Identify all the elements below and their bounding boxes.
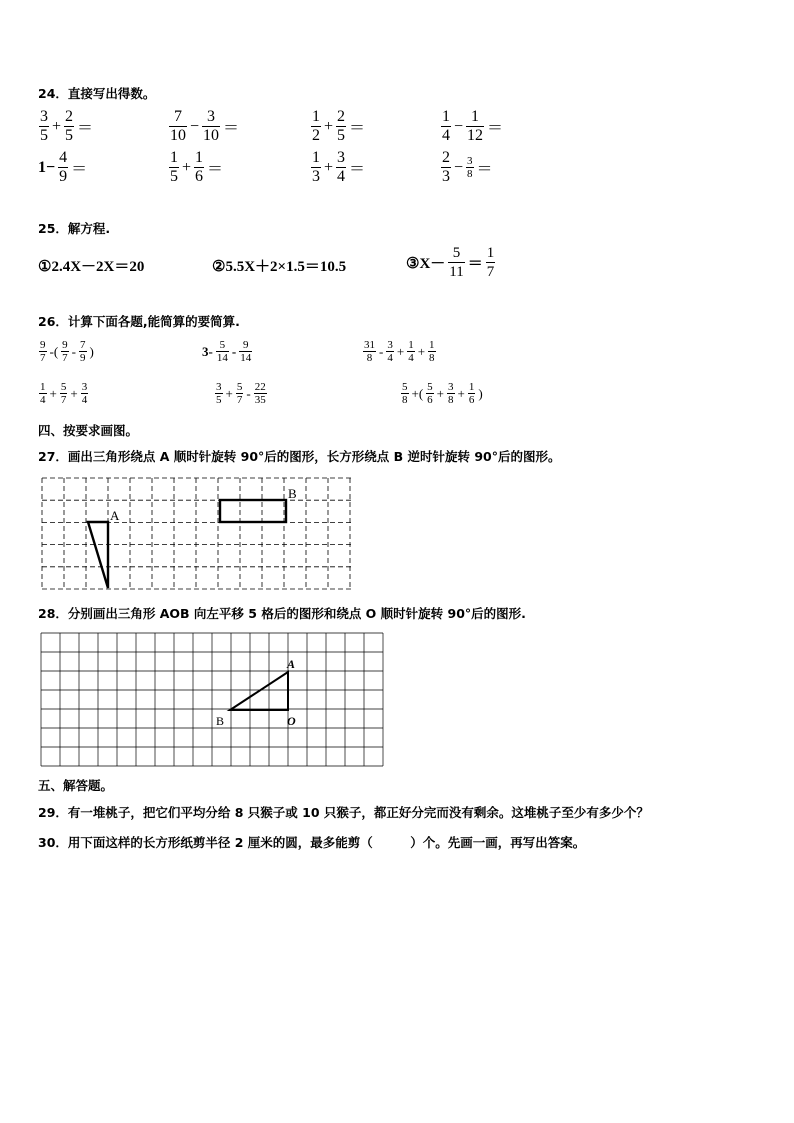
q26-expr-1: $\frac{9}{7}$ -( $\frac{9}{7}$ - $\frac{7}{9}$ ) bbox=[40, 339, 94, 364]
q24-item: 1− $\frac{4}{9}$ ＝ bbox=[38, 149, 88, 185]
q25-eq3-fraction-a: $\frac{5}{11}$ bbox=[449, 245, 464, 280]
q24-item: $\frac{3}{5}$ + $\frac{2}{5}$ ＝ bbox=[40, 108, 94, 144]
q26-expr-5: $\frac{3}{5}$ + $\frac{5}{7}$ - $\frac{22}{35}$ bbox=[216, 381, 266, 406]
q28-title: 28．分别画出三角形 AOB 向左平移 5 格后的图形和绕点 O 顺时针旋转 90°后的图形. bbox=[38, 606, 526, 621]
q24-item: $\frac{1}{5}$ + $\frac{1}{6}$ ＝ bbox=[170, 149, 224, 185]
q25-equation-1: ①2.4X－2X＝20 bbox=[38, 259, 145, 275]
q24-item: $\frac{1}{3}$ + $\frac{3}{4}$ ＝ bbox=[312, 149, 366, 185]
q29-text: 29．有一堆桃子，把它们平均分给 8 只猴子或 10 只猴子，都正好分完而没有剩余。这堆桃子至少有多少个？ bbox=[38, 805, 649, 820]
q27-title: 27．画出三角形绕点 A 顺时针旋转 90°后的图形，长方形绕点 B 逆时针旋转 90°后的图形。 bbox=[38, 449, 561, 464]
q28-grid bbox=[40, 632, 384, 768]
q24-item: $\frac{1}{4}$ − $\frac{1}{12}$ ＝ bbox=[442, 108, 504, 144]
q26-title: 26．计算下面各题,能简算的要简算. bbox=[38, 314, 240, 329]
q24-item: $\frac{1}{2}$ + $\frac{2}{5}$ ＝ bbox=[312, 108, 366, 144]
q27-label-a: A bbox=[110, 508, 120, 523]
q26-expr-6: $\frac{5}{8}$ +( $\frac{5}{6}$ + $\frac{3}{8}$ + $\frac{1}{6}$ ) bbox=[402, 381, 483, 406]
q26-expr-4: $\frac{1}{4}$ + $\frac{5}{7}$ + $\frac{3}{4}$ bbox=[40, 381, 88, 406]
q28-label-b: B bbox=[216, 714, 225, 728]
q25-eq3-prefix: ③X－ bbox=[406, 256, 446, 272]
section-5-heading: 五、解答题。 bbox=[38, 778, 114, 793]
section-4-heading: 四、按要求画图。 bbox=[38, 423, 139, 438]
q26-expr-3: $\frac{31}{8}$ - $\frac{3}{4}$ + $\frac{1}{4}$ + $\frac{1}{8}$ bbox=[364, 339, 435, 364]
q25-equation-2: ②5.5X＋2×1.5＝10.5 bbox=[212, 259, 347, 275]
q27-rectangle bbox=[220, 500, 286, 522]
q27-label-b: B bbox=[288, 486, 297, 501]
q28-label-a: A bbox=[287, 657, 296, 671]
q30-text: 30．用下面这样的长方形纸剪半径 2 厘米的圆，最多能剪（ ）个。先画一画，再写出答案。 bbox=[38, 835, 586, 850]
q27-dashed-grid bbox=[40, 476, 356, 592]
q24-item: $\frac{7}{10}$ − $\frac{3}{10}$ ＝ bbox=[170, 108, 240, 144]
q24-title: 24．直接写出得数。 bbox=[38, 86, 156, 101]
q25-equation-3 bbox=[404, 244, 496, 281]
q28-label-o: O bbox=[287, 714, 296, 728]
q25-title: 25．解方程. bbox=[38, 221, 111, 236]
q24-item: $\frac{2}{3}$ − $\frac{3}{8}$ ＝ bbox=[442, 149, 493, 185]
q28-triangle-aob bbox=[230, 672, 288, 710]
q27-triangle bbox=[88, 522, 108, 588]
q26-expr-2: 3- $\frac{5}{14}$ - $\frac{9}{14}$ bbox=[202, 339, 252, 364]
q25-eq3-fraction-b: $\frac{1}{7}$ bbox=[486, 245, 495, 280]
q25-eq3-equals: ＝ bbox=[467, 256, 483, 272]
